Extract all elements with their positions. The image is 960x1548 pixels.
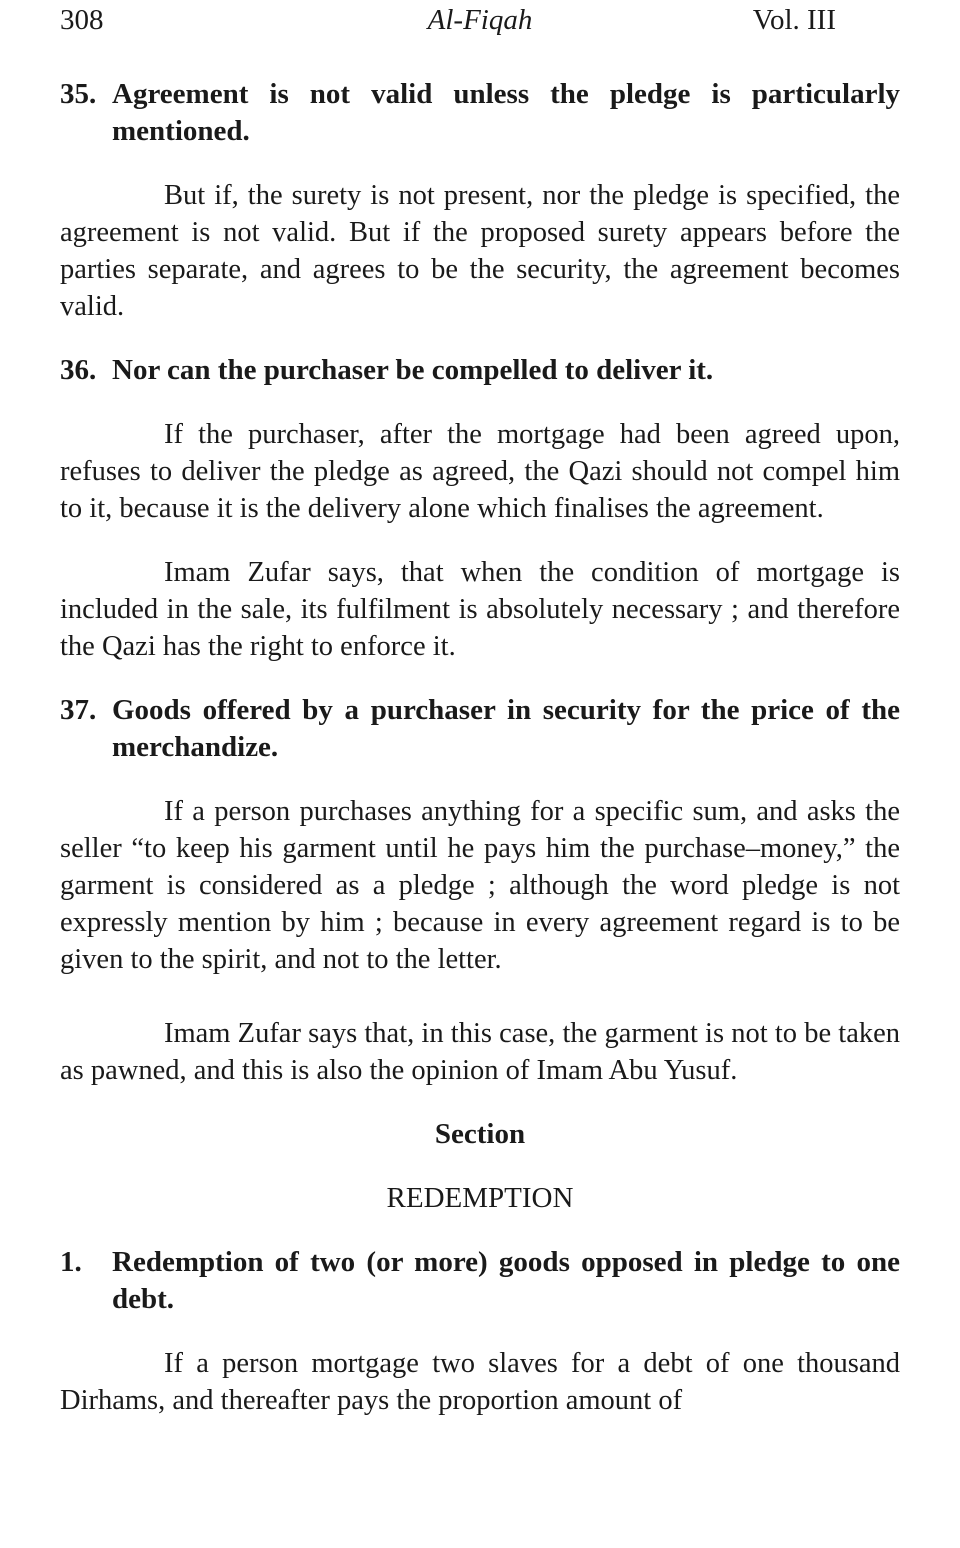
section-heading-text: Redemption of two (or more) goods opposed in pledge to one debt. xyxy=(112,1246,900,1315)
section-number: 36. xyxy=(60,354,97,386)
division-label: Section xyxy=(434,1118,526,1150)
section-heading-text: Nor can the purchaser be compelled to deliver it. xyxy=(112,354,714,386)
paragraph: If a person mortgage two slaves for a debt of one thousand Dirhams, and thereafter pays the proportion amount of xyxy=(60,1348,900,1416)
section-heading-redemption-1 xyxy=(60,1244,900,1318)
section-number: 37. xyxy=(60,694,97,726)
running-header xyxy=(60,0,900,40)
section-heading-35 xyxy=(60,76,900,150)
paragraph: Imam Zufar says that, in this case, the garment is not to be taken as pawned, and this is also the opinion of Imam Abu Yusuf. xyxy=(60,1018,900,1086)
paragraph: If a person purchases anything for a specific sum, and asks the seller “to keep his garment until he pays him the purchase–money,” the garment is considered as a pledge ; although the word pledge is not expressly mention by him ; because in every agreement regard is to be given to the spirit, and not to the letter. xyxy=(60,796,900,975)
division-title: REDEMPTION xyxy=(386,1182,574,1214)
page-number: 308 xyxy=(60,4,104,36)
paragraph: Imam Zufar says, that when the condition of mortgage is included in the sale, its fulfilment is absolutely necessary ; and therefore the Qazi has the right to enforce it. xyxy=(60,557,900,662)
paragraph: But if, the surety is not present, nor the pledge is specified, the agreement is not valid. But if the proposed surety appears before the parties separate, and agrees to be the security, the agreement becomes valid. xyxy=(60,180,900,322)
book-page xyxy=(60,0,900,1419)
section-heading-37 xyxy=(60,692,900,766)
section-number: 1. xyxy=(60,1246,82,1278)
section-heading-text: Agreement is not valid unless the pledge is particularly mentioned. xyxy=(112,78,900,147)
book-title: Al-Fiqah xyxy=(427,4,533,36)
section-heading-36 xyxy=(60,352,900,389)
section-number: 35. xyxy=(60,78,97,110)
section-heading-text: Goods offered by a purchaser in security for the price of the merchandize. xyxy=(112,694,900,763)
paragraph: If the purchaser, after the mortgage had been agreed upon, refuses to deliver the pledge as agreed, the Qazi should not compel him to it, because it is the delivery alone which finalises the agreement. xyxy=(60,419,900,524)
volume-label: Vol. III xyxy=(752,4,836,36)
